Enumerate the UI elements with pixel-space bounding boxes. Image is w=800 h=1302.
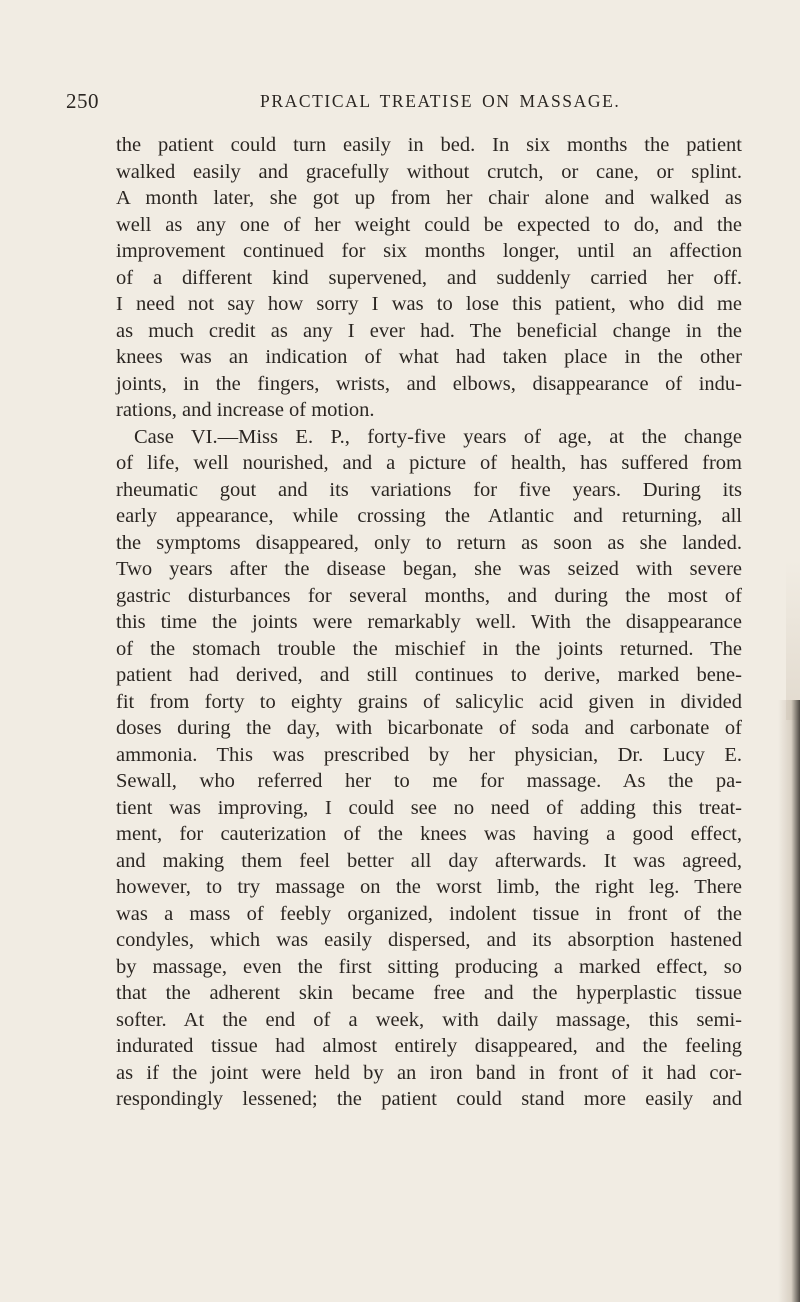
text-line: the symptoms disappeared, only to return as soon as she landed. [116,531,742,554]
text-line: early appearance, while crossing the Atlantic and returning, all [116,505,742,527]
text-line: A month later, she got up from her chair alone and walked as [116,187,742,209]
text-line: however, to try massage on the worst limb, the right leg. There [116,876,742,898]
text-line: ammonia. This was prescribed by her physician, Dr. Lucy E. [116,743,742,766]
text-line: improvement continued for six months longer, until an affection [116,240,742,262]
running-head: PRACTICAL TREATISE ON MASSAGE. [260,91,621,111]
text-line: the patient could turn easily in bed. In six months the patient [116,134,742,156]
case-heading-line: Case VI.—Miss E. P., forty-five years of age, at the change [134,425,742,448]
page-header [0,85,800,115]
text-line: well as any one of her weight could be expected to do, and the [116,213,742,236]
text-line: rations, and increase of motion. [116,399,375,421]
text-line: of the stomach trouble the mischief in the joints returned. The [116,637,742,660]
page-number: 250 [66,89,99,113]
text-line: patient had derived, and still continues to derive, marked bene- [116,664,742,686]
text-line: ment, for cauterization of the knees was having a good effect, [116,823,742,845]
text-line: Two years after the disease began, she was seized with severe [116,558,742,580]
text-line: fit from forty to eighty grains of salicylic acid given in divided [116,690,742,713]
text-line: indurated tissue had almost entirely disappeared, and the feeling [116,1035,742,1057]
text-line: softer. At the end of a week, with daily massage, this semi- [116,1008,742,1031]
text-line: as if the joint were held by an iron band in front of it had cor- [116,1061,742,1084]
text-line: and making them feel better all day afterwards. It was agreed, [116,849,742,872]
text-line: by massage, even the first sitting producing a marked effect, so [116,955,742,978]
text-line: this time the joints were remarkably well. With the disappearance [116,611,742,633]
page-edge-shading [778,700,800,1302]
text-line: condyles, which was easily dispersed, and its absorption hastened [116,929,742,951]
text-line: of a different kind supervened, and suddenly carried her off. [116,266,742,289]
text-line: respondingly lessened; the patient could stand more easily and [116,1088,742,1110]
text-line: joints, in the fingers, wrists, and elbows, disappearance of indu- [116,372,742,395]
text-line: tient was improving, I could see no need of adding this treat- [116,796,742,819]
text-line: as much credit as any I ever had. The beneficial change in the [116,319,742,342]
page-edge-shading-top [786,560,800,720]
text-line: of life, well nourished, and a picture of health, has suffered from [116,452,742,474]
text-line: Sewall, who referred her to me for massage. As the pa- [116,770,742,792]
text-line: I need not say how sorry I was to lose this patient, who did me [116,293,742,315]
text-line: gastric disturbances for several months, and during the most of [116,584,742,607]
body-text [116,132,742,1113]
text-line: that the adherent skin became free and the hyperplastic tissue [116,982,742,1004]
text-line: was a mass of feebly organized, indolent tissue in front of the [116,902,742,925]
text-line: rheumatic gout and its variations for five years. During its [116,478,742,501]
text-line: knees was an indication of what had taken place in the other [116,346,742,368]
text-line: walked easily and gracefully without crutch, or cane, or splint. [116,160,742,183]
text-line: doses during the day, with bicarbonate of soda and carbonate of [116,717,742,739]
